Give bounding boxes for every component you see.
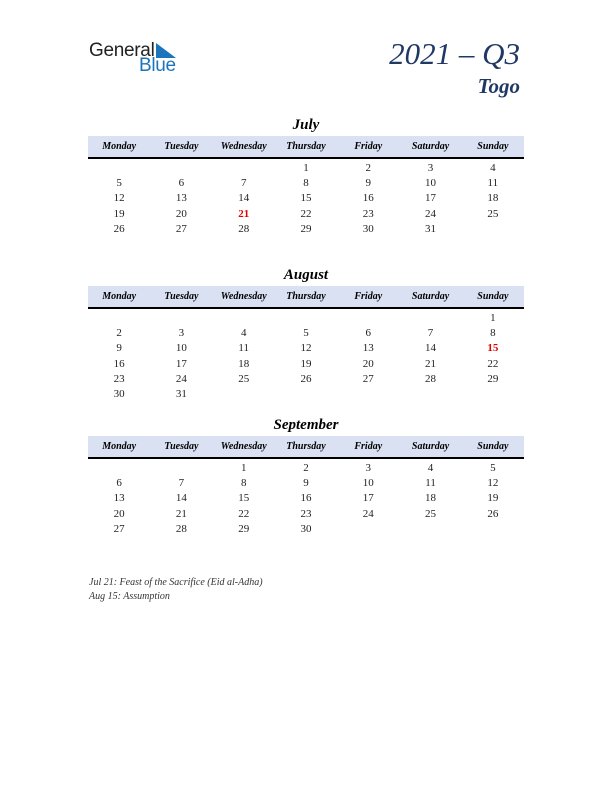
day-cell: 10: [362, 477, 374, 490]
day-cell: 8: [240, 477, 247, 490]
day-cell: 31: [175, 387, 187, 400]
day-cell: 10: [425, 177, 437, 190]
day-cell: 11: [238, 342, 249, 355]
day-cell: 14: [175, 492, 187, 505]
empty-cell: [399, 387, 461, 402]
day-cell: 25: [238, 372, 250, 385]
day-cell: 20: [113, 507, 125, 520]
day-cell: 4: [240, 327, 247, 340]
weekday-saturday: Saturday: [411, 291, 450, 302]
day-cell: 21: [425, 357, 437, 370]
day-cell: 26: [487, 507, 499, 520]
day-cell: 25: [487, 207, 499, 220]
day-cell: 11: [425, 477, 436, 490]
day-cell: 20: [175, 207, 187, 220]
empty-cell: [213, 311, 275, 326]
weekday-thursday: Thursday: [286, 141, 326, 152]
day-cell: 14: [425, 342, 437, 355]
day-cell: 30: [113, 387, 125, 400]
weekday-saturday: Saturday: [411, 141, 450, 152]
holiday-note: Jul 21: Feast of the Sacrifice (Eid al-Adha): [89, 577, 263, 588]
day-cell: 5: [303, 327, 309, 340]
week-row: [88, 372, 524, 387]
weekday-monday: Monday: [102, 441, 137, 452]
empty-cell: [88, 311, 150, 326]
day-cell: 27: [113, 522, 125, 535]
day-cell: 7: [178, 477, 185, 490]
week-row: [88, 176, 524, 191]
week-row: [88, 522, 524, 537]
empty-cell: [150, 161, 212, 176]
day-cell: 18: [487, 192, 499, 205]
day-cell: 5: [116, 177, 122, 190]
week-row: [88, 357, 524, 372]
week-row: [88, 191, 524, 206]
week-row: [88, 326, 524, 341]
day-cell: 28: [175, 522, 187, 535]
day-cell: 25: [425, 507, 437, 520]
week-row: [88, 461, 524, 476]
calendar-grid: [88, 459, 524, 537]
empty-cell: [88, 461, 150, 476]
empty-cell: [337, 311, 399, 326]
day-cell: 27: [362, 372, 374, 385]
weekday-friday: Friday: [354, 141, 383, 152]
day-cell: 19: [113, 207, 125, 220]
empty-cell: [275, 387, 337, 402]
day-cell: 23: [113, 372, 125, 385]
day-cell: 17: [175, 357, 187, 370]
day-cell: 13: [113, 492, 125, 505]
day-cell: 22: [487, 357, 499, 370]
empty-cell: [150, 311, 212, 326]
day-cell: 16: [362, 192, 374, 205]
day-cell: 30: [300, 522, 312, 535]
day-cell: 16: [300, 492, 312, 505]
empty-cell: [337, 387, 399, 402]
country-name: Togo: [477, 74, 520, 98]
day-cell: 29: [238, 522, 250, 535]
day-cell: 8: [303, 177, 309, 190]
weekday-wednesday: Wednesday: [220, 141, 267, 152]
day-cell: 3: [178, 327, 185, 340]
day-cell: 4: [427, 462, 434, 474]
weekday-monday: Monday: [102, 141, 137, 152]
page-title: 2021 – Q3: [389, 36, 520, 71]
day-cell: 2: [365, 162, 372, 174]
month-title: July: [292, 117, 320, 133]
day-cell: 12: [487, 477, 499, 490]
day-cell: 29: [487, 372, 499, 385]
day-cell: 22: [300, 207, 312, 220]
day-cell: 12: [300, 342, 312, 355]
day-cell: 28: [238, 222, 250, 235]
day-cell: 19: [300, 357, 312, 370]
week-row: [88, 311, 524, 326]
day-cell: 12: [113, 192, 125, 205]
day-cell: 15: [300, 192, 312, 205]
day-cell: 20: [362, 357, 374, 370]
day-cell: 5: [490, 462, 496, 474]
day-cell: 24: [175, 372, 187, 385]
weekday-sunday: Sunday: [477, 291, 509, 302]
week-row: [88, 341, 524, 356]
empty-cell: [337, 522, 399, 537]
day-cell: 9: [116, 342, 122, 355]
day-cell: 27: [175, 222, 187, 235]
weekday-header: [88, 136, 524, 159]
day-cell: 4: [490, 162, 496, 174]
day-cell: 6: [365, 327, 372, 340]
weekday-thursday: Thursday: [286, 291, 326, 302]
month-title: August: [283, 267, 329, 283]
weekday-friday: Friday: [354, 441, 383, 452]
weekday-header: [88, 286, 524, 309]
week-row: [88, 161, 524, 176]
month-september: [88, 416, 524, 537]
empty-cell: [213, 161, 275, 176]
day-cell: 30: [362, 222, 374, 235]
holiday-note: Aug 15: Assumption: [89, 590, 170, 602]
weekday-tuesday: Tuesday: [164, 141, 199, 152]
empty-cell: [399, 311, 461, 326]
month-july: [88, 116, 524, 237]
calendar-grid: [88, 159, 524, 237]
day-cell: 6: [178, 177, 185, 190]
general-blue-logo: [89, 40, 189, 76]
day-cell: 26: [113, 222, 125, 235]
weekday-tuesday: Tuesday: [164, 441, 199, 452]
day-cell: 3: [365, 462, 372, 474]
weekday-wednesday: Wednesday: [220, 291, 267, 302]
holiday-day-cell: 15: [487, 342, 499, 355]
day-cell: 26: [300, 372, 312, 385]
empty-cell: [462, 522, 524, 537]
month-august: [88, 266, 524, 402]
calendar-grid: [88, 309, 524, 402]
day-cell: 16: [113, 357, 125, 370]
day-cell: 18: [238, 357, 250, 370]
day-cell: 24: [425, 207, 437, 220]
day-cell: 8: [490, 327, 496, 340]
day-cell: 11: [487, 177, 499, 190]
day-cell: 13: [175, 192, 187, 205]
day-cell: 3: [427, 162, 434, 174]
weekday-saturday: Saturday: [411, 441, 450, 452]
day-cell: 7: [240, 177, 247, 190]
day-cell: 31: [425, 222, 437, 235]
empty-cell: [150, 461, 212, 476]
day-cell: 29: [300, 222, 312, 235]
week-row: [88, 507, 524, 522]
weekday-header: [88, 436, 524, 459]
day-cell: 7: [427, 327, 434, 340]
day-cell: 2: [303, 462, 309, 474]
weekday-tuesday: Tuesday: [164, 291, 199, 302]
weekday-sunday: Sunday: [477, 441, 509, 452]
day-cell: 1: [240, 462, 247, 474]
day-cell: 9: [303, 477, 309, 490]
day-cell: 23: [300, 507, 312, 520]
day-cell: 17: [362, 492, 374, 505]
day-cell: 21: [175, 507, 187, 520]
weekday-thursday: Thursday: [286, 441, 326, 452]
day-cell: 23: [362, 207, 374, 220]
day-cell: 15: [238, 492, 250, 505]
weekday-monday: Monday: [102, 291, 137, 302]
day-cell: 2: [116, 327, 122, 340]
empty-cell: [462, 222, 524, 237]
holiday-notes: [89, 576, 263, 603]
day-cell: 9: [365, 177, 372, 190]
day-cell: 6: [116, 477, 122, 490]
empty-cell: [275, 311, 337, 326]
week-row: [88, 491, 524, 506]
day-cell: 1: [303, 162, 309, 174]
day-cell: 22: [238, 507, 250, 520]
month-title: September: [273, 417, 339, 433]
empty-cell: [213, 387, 275, 402]
day-cell: 19: [487, 492, 499, 505]
empty-cell: [462, 387, 524, 402]
day-cell: 10: [175, 342, 187, 355]
day-cell: 24: [362, 507, 374, 520]
weekday-friday: Friday: [354, 291, 383, 302]
week-row: [88, 476, 524, 491]
logo-word-general: General: [89, 40, 155, 61]
weekday-sunday: Sunday: [477, 141, 509, 152]
empty-cell: [88, 161, 150, 176]
week-row: [88, 222, 524, 237]
logo-word-blue: Blue: [139, 55, 176, 76]
week-row: [88, 207, 524, 222]
day-cell: 14: [238, 192, 250, 205]
day-cell: 17: [425, 192, 437, 205]
day-cell: 28: [425, 372, 437, 385]
week-row: [88, 387, 524, 402]
weekday-wednesday: Wednesday: [220, 441, 267, 452]
day-cell: 1: [490, 312, 496, 324]
day-cell: 18: [425, 492, 437, 505]
day-cell: 13: [362, 342, 374, 355]
empty-cell: [399, 522, 461, 537]
holiday-day-cell: 21: [238, 207, 250, 220]
